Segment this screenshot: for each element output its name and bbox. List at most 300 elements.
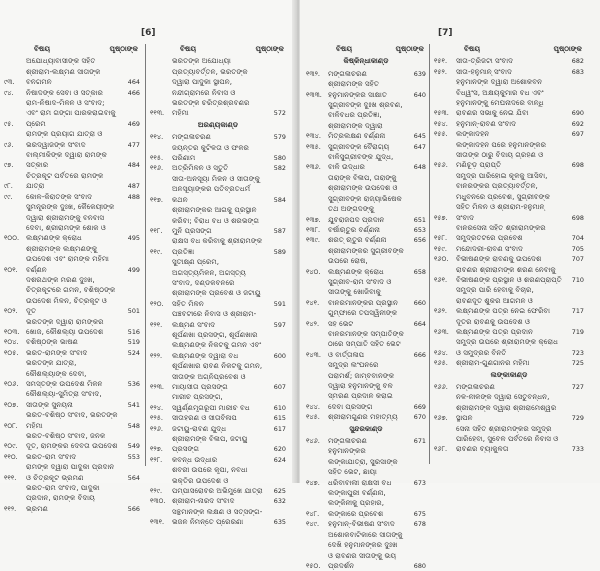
entry-title: ରାମଙ୍କ ପ୍ରୟାଗ ଯାତ୍ରା ଓ ଭରଦ୍ୱାଜଙ୍କ ସଂବାଦ xyxy=(26,129,103,149)
toc-entry xyxy=(150,163,286,173)
entry-title: ମଙ୍ଗଳାଚରଣ xyxy=(328,68,367,78)
entry-number: ୧୬୫. xyxy=(434,359,448,368)
entry-number: ୧୦୮. xyxy=(4,421,18,430)
entry-title: ଲଙ୍କାଦହନ ପରେ ହନୁମାନଙ୍କର ସୀତାଙ୍କ ଠାରୁ ବିଦାୟ ଗ୍ରହଣ ଓ ମଣିଚୂଡ଼ ପ୍ରାପ୍ତି xyxy=(456,139,547,170)
entry-page: 587 xyxy=(273,226,286,235)
entry-number: ୯୮. xyxy=(4,182,13,191)
entry-title: ତାରାଙ୍କ ବିଳାପ, ତାରାଙ୍କୁ ଶ୍ରୀରାମଙ୍କ ଉପଦେଶ ଓ ସୁଗ୍ରୀବଙ୍କ ରାଜ୍ୟାଭିଷେକ ତଥ ଅଙ୍ଗଦଙ୍କୁ ଯୁବରାଜପଦ ପ୍ରଦାନ xyxy=(328,172,402,224)
toc-entry xyxy=(434,254,584,264)
page-number: [6] xyxy=(141,28,156,38)
toc-entry xyxy=(306,412,426,422)
entry-title: ସୁଗ୍ରୀବଙ୍କ ବୈରାଗ୍ୟ xyxy=(328,141,390,151)
entry-number: ୧୧୯. xyxy=(150,247,163,256)
entry-title: ଶ୍ରୀରାମଙ୍କର ସୁଗ୍ରୀବଙ୍କ ଉପରେ ରୋଷ, ଲକ୍ଷ୍ମଣଙ୍କ କ୍ରୋଧ xyxy=(328,245,404,276)
toc-entry xyxy=(150,413,286,423)
column-header xyxy=(150,44,286,54)
entry-number: ୧୨୬. xyxy=(150,424,163,433)
entry-page: 610 xyxy=(273,403,286,412)
entry-number: ୧୩୧. xyxy=(150,518,165,527)
section-heading: କିଷ୍କିନ୍ଧାକାଣ୍ଡ xyxy=(343,56,389,66)
entry-page: 698 xyxy=(571,161,584,170)
entry-number: ୧୪୨. xyxy=(306,319,320,328)
entry-page: 589 xyxy=(273,247,286,256)
toc-entry xyxy=(434,285,584,316)
entry-title: ନିଷାଦଙ୍କ ସେବା ଓ ସତ୍କାର xyxy=(26,87,103,97)
entry-title: ରାମଙ୍କ ଦ୍ୱାରା ପାଦୁକା ପ୍ରଦାନ ଓ ଚିତ୍ରକୂଟ ଭ୍ରମଣ xyxy=(26,462,115,482)
entry-page: 733 xyxy=(571,445,584,454)
toc-entry xyxy=(306,519,426,529)
entry-number: ୧୫୭. xyxy=(434,213,448,222)
toc-entry xyxy=(4,389,140,410)
toc-entry xyxy=(434,317,584,338)
entry-page: 549 xyxy=(127,442,140,451)
entry-number: ୧୬୧. xyxy=(434,275,448,284)
entry-page: 640 xyxy=(413,90,426,99)
header-subject: ବିଷୟ xyxy=(336,44,353,53)
entry-title: ଶ୍ରୀରାମଙ୍କ ବିଳାପ, ଜଟାୟୁ ପ୍ରସଙ୍ଗ xyxy=(172,434,248,454)
entry-number: ୧୩୮. xyxy=(306,225,321,234)
entry-page: 582 xyxy=(273,164,286,173)
entry-title: ମଙ୍ଗଳାଚରଣ xyxy=(172,132,211,142)
entry-page: 683 xyxy=(571,67,584,76)
entry-number: ୧୦୦. xyxy=(4,234,20,243)
entry-title: ହନୁମାନଙ୍କର ଲଙ୍କାଯାତ୍ରା, ସୁରସାଙ୍କ ସହିତ ଭେଟ, ଛାୟା ଧରିବାବାଲୀ ରାକ୍ଷସୀ ବଧ xyxy=(328,446,398,487)
entry-title: ସୀତା-ଅନସୂୟା ମିଳନ ଓ ସୀତାଙ୍କୁ ଅନସୂୟାଙ୍କର ପତିବ୍ରତଧର୍ମ କଥନ xyxy=(172,173,260,204)
toc-entry xyxy=(434,56,584,66)
entry-number: ୧୩୪. xyxy=(306,132,321,141)
entry-page: 678 xyxy=(413,520,426,529)
entry-title: ଶ୍ରୀରାମ-ନାରଦ ସଂବାଦ xyxy=(172,496,235,506)
entry-page: 564 xyxy=(127,473,140,482)
section-heading: ଲଙ୍କାକାଣ୍ଡ xyxy=(490,369,528,379)
entry-title: ଭରତ-ବଶିଷ୍ଠ ସଂବାଦ, ଭରତଙ୍କ ମହିମା xyxy=(26,410,118,430)
toc-entry xyxy=(306,436,426,446)
entry-page: 723 xyxy=(571,348,584,357)
toc-entry xyxy=(306,246,426,277)
toc-entry xyxy=(150,507,286,528)
entry-number: ୧୫୧. xyxy=(434,57,448,66)
entry-number: ୧୨୧. xyxy=(150,320,163,329)
entry-number: ୧୬୮. xyxy=(434,445,448,454)
toc-entry xyxy=(434,77,584,119)
entry-number: ୧୫୪. xyxy=(434,119,448,128)
entry-title: ଭରତଙ୍କ ଦ୍ୱାରା ରାମଙ୍କର ଖୋଜ, କୌଶଲ୍ୟା ଉପଦେଶ xyxy=(26,316,104,336)
toc-entry xyxy=(4,431,140,452)
entry-title: ଜଟାୟୁ-ରାବଣ ଯୁଦ୍ଧ xyxy=(172,423,227,433)
entry-page: 519 xyxy=(127,338,140,347)
entry-page: 484 xyxy=(127,161,140,170)
entry-number: ୧୦୭. xyxy=(4,400,19,409)
entry-number: ୧୩୯. xyxy=(306,236,320,245)
entry-page: 729 xyxy=(571,414,584,423)
toc-entry xyxy=(306,225,426,235)
entry-title: ଲଙ୍କାଦହନ xyxy=(456,129,490,139)
entry-number: ୧୪୭. xyxy=(306,478,320,487)
entry-number: ୧୦୫. xyxy=(4,348,19,357)
entry-number: ୧୫୨. xyxy=(434,67,447,76)
entry-number: ୧୧୪. xyxy=(150,133,164,142)
header-page: ପୃଷ୍ଠାଙ୍କ xyxy=(553,44,582,53)
toc-entry xyxy=(150,174,286,205)
header-page: ପୃଷ୍ଠାଙ୍କ xyxy=(395,44,424,53)
entry-page: 697 xyxy=(571,130,584,139)
entry-page: 664 xyxy=(413,319,426,328)
toc-entry xyxy=(4,192,140,202)
entry-title: ନଳ-ନୀଳଙ୍କ ଦ୍ୱାରା ସେତୁବନ୍ଧନ, ଶ୍ରୀରାମଙ୍କ ଦ୍ୱାରା ଶ୍ରୀରାମେଶ୍ୱର ସ୍ଥାପନ xyxy=(456,392,557,423)
toc-entry xyxy=(306,235,426,245)
entry-title: ସମୁଦ୍ର ପାରିହୋଇ କୂଳକୁ ଆସିବା, ବାନରଙ୍କର ପ୍ରତ୍ୟାବର୍ତ୍ତନ, ମଧୁବନରେ ପ୍ରବେଶ, ସୁଗ୍ରୀବଙ୍କ ସହିତ ମିଳନ ଓ ଶ୍ରୀରାମ-ହନୁମାନ୍ ସଂବାଦ xyxy=(456,170,551,222)
entry-number: ୧୪୬. xyxy=(306,437,320,446)
toc-entry xyxy=(4,244,140,275)
entry-number: ୧୬୨. xyxy=(434,307,447,316)
entry-page: 635 xyxy=(273,518,286,527)
entry-page: 717 xyxy=(571,307,584,316)
toc-entry xyxy=(306,152,426,173)
toc-column-2 xyxy=(434,44,584,455)
toc-entry xyxy=(4,462,140,483)
toc-entry xyxy=(4,358,140,389)
toc-entry xyxy=(306,277,426,308)
entry-page: 516 xyxy=(127,327,140,336)
entry-page: 651 xyxy=(413,215,426,224)
entry-page: 591 xyxy=(273,299,286,308)
entry-title: ଶରତ୍ ଋତୁର ବର୍ଣ୍ଣନା xyxy=(328,235,387,245)
entry-title: ହନୁମାନ୍-ରାବଣ ସଂବାଦ xyxy=(456,118,517,128)
entry-page: 647 xyxy=(413,142,426,151)
toc-entry xyxy=(434,424,584,455)
entry-title: ଭରତ-ବଶିଷ୍ଠ ସଂବାଦ, ଜନକ ଦୂତ, ରାମଙ୍କର ଦେବତା ଉପଦେଶ xyxy=(26,431,118,451)
entry-number: ୯୩. xyxy=(4,78,15,87)
toc-entry xyxy=(4,275,140,317)
entry-number: ୧୧୫. xyxy=(150,154,164,163)
toc-entry xyxy=(150,132,286,142)
entry-page: 682 xyxy=(571,57,584,66)
section-heading: ସୁନ୍ଦରକାଣ୍ଡ xyxy=(349,423,383,433)
toc-entry xyxy=(434,140,584,171)
entry-number: ୧୬୩. xyxy=(434,327,449,336)
entry-title: ବାଲ୍ମୀକିଙ୍କ ଦ୍ୱାରା ରାମଙ୍କ ସତ୍କାର xyxy=(26,150,107,170)
entry-title: ସମୁଦ୍ର ପାରି ହେବାକୁ ବିଚାର, ରାବଣଦୂତ ଶୁକର ଆଗମନ ଓ ଲକ୍ଷ୍ମଣଙ୍କ ପତ୍ର ନେଇ ଫେରିବା xyxy=(456,285,550,316)
entry-number: ୧୬୪. xyxy=(434,348,448,357)
toc-entry xyxy=(306,100,426,142)
entry-number: ୧୨୦. xyxy=(150,299,164,308)
entry-page: 477 xyxy=(127,140,140,149)
entry-number: ୧୧୭. xyxy=(150,195,164,204)
header-subject: ବିଷୟ xyxy=(464,44,481,53)
entry-number: ୧୦୧. xyxy=(4,265,18,274)
left-page xyxy=(0,0,296,527)
column-header xyxy=(4,44,140,54)
toc-entry xyxy=(434,244,584,254)
entry-number: ୧୪୧. xyxy=(306,298,320,307)
header-page: ପୃଷ୍ଠାଙ୍କ xyxy=(109,44,138,53)
entry-page: 466 xyxy=(127,88,140,97)
entry-number: ୧୧୦. xyxy=(4,452,18,461)
entry-page: 704 xyxy=(571,234,584,243)
toc-entry xyxy=(434,382,584,392)
entry-page: 624 xyxy=(273,455,286,464)
entry-number: ୧୨୯. xyxy=(150,487,163,496)
entry-page: 645 xyxy=(413,132,426,141)
entry-number: ୯୫. xyxy=(4,119,14,128)
entry-title: ଭରତ-ରାମ ସଂବାଦ xyxy=(26,451,77,461)
entry-page: 660 xyxy=(413,298,426,307)
entry-page: 671 xyxy=(413,437,426,446)
toc-column-1 xyxy=(4,44,140,514)
entry-page: 620 xyxy=(273,445,286,454)
toc-entry xyxy=(4,452,140,462)
entry-number: ୧୬୭. xyxy=(434,414,448,423)
entry-title: ବାନରମାନଙ୍କ ସମ୍ପାତିଙ୍କ ଠାରେ ସମ୍ପାତି ସହିତ ଭେଟ ଓ ବାର୍ତ୍ତାଳାପ xyxy=(328,328,404,359)
toc-entry xyxy=(4,88,140,98)
entry-page: 710 xyxy=(571,275,584,284)
column-header xyxy=(306,44,426,54)
entry-page: 501 xyxy=(127,307,140,316)
toc-entry xyxy=(150,392,286,413)
entry-number: ୧୦୯. xyxy=(4,442,18,451)
entry-title: ମାରୀଚ ପ୍ରସଙ୍ଗ, ସ୍ୱର୍ଣ୍ଣମୃଗରୂପୀ ମାରୀଚ ବଧ xyxy=(172,392,250,412)
entry-page: 617 xyxy=(273,424,286,433)
entry-title: ଦୂତର ରାବଣକୁ ଉପଦେଶ ଓ ଲକ୍ଷ୍ମଣଙ୍କ ପତ୍ର ପ୍ରଦାନ xyxy=(456,316,534,336)
toc-entry xyxy=(306,308,426,329)
toc-entry xyxy=(434,265,584,286)
entry-title: କବନ୍ଧ ଉଦ୍ଧାର xyxy=(172,454,218,464)
toc-entry xyxy=(306,329,426,360)
entry-page: 488 xyxy=(127,192,140,201)
toc-entry xyxy=(150,143,286,164)
entry-title: ମଙ୍ଗଳାଚରଣ xyxy=(456,382,495,391)
entry-page: 541 xyxy=(127,400,140,409)
toc-entry xyxy=(434,223,584,244)
entry-page: 707 xyxy=(571,255,584,264)
entry-page: 666 xyxy=(413,350,426,359)
entry-number: ୧୪୦. xyxy=(306,267,321,276)
entry-number: ୧୧୩. xyxy=(150,109,165,118)
entry-title: ରାବଣର ଶ୍ରୀରାମଙ୍କ ଶରଣ ନେବାକୁ ବିଭୀଷଣଙ୍କ ପ୍ରସ୍ଥାନ ଓ ଶରଣପ୍ରାପ୍ତି xyxy=(456,264,562,284)
entry-number: ୯୬. xyxy=(4,140,14,149)
toc-entry xyxy=(4,129,140,150)
toc-entry xyxy=(4,56,140,87)
column-header xyxy=(434,44,584,54)
toc-entry xyxy=(306,142,426,152)
entry-page: 639 xyxy=(413,69,426,78)
entry-title: ଜୟନ୍ତର କୁଟିଳତା ଓ ଫଳର ପରିଣାମ xyxy=(172,142,249,163)
entry-page: 719 xyxy=(571,327,584,336)
entry-number: ୧୫୮. xyxy=(434,234,448,243)
entry-number: ୧୫୩. xyxy=(434,109,449,118)
entry-page: 464 xyxy=(127,78,140,87)
entry-title: ଶ୍ରୀରାମଗୁଣର ମହାତ୍ମ୍ୟ xyxy=(328,412,398,422)
entry-number: ୧୩୩. xyxy=(306,90,322,99)
toc-entry xyxy=(4,171,140,192)
entry-number: ୧୩୨. xyxy=(306,69,320,78)
entry-title: ସୀତାହରଣ ଓ ସୀତାବିଳାପ xyxy=(172,413,237,423)
toc-entry xyxy=(4,348,140,358)
column-divider xyxy=(145,44,146,466)
entry-title: ବଶିଷ୍ଠଙ୍କ ଭାଷଣ xyxy=(26,337,78,347)
header-subject: ବିଷୟ xyxy=(180,44,197,53)
entry-title: ପଞ୍ଚବଟୀରେ ନିବାସ ଓ ଶ୍ରୀରାମ-ଲକ୍ଷ୍ମଣ ସଂବାଦ xyxy=(172,309,257,329)
entry-title: ଭରତଙ୍କ ଯାତ୍ରା, କୌଶଲ୍ୟାଙ୍କ ଦେବୀ, ସମସ୍ତଙ୍କ ଉପଦେଶ ମିଳନ xyxy=(26,358,103,388)
toc-entry xyxy=(434,358,584,368)
toc-entry xyxy=(306,173,426,225)
toc-entry xyxy=(306,360,426,412)
entry-title: ସୁଗ୍ରୀବ-ରାମ ସଂବାଦ ଓ ସୀତାଙ୍କୁ ଖୋଜିବାକୁ ବାନରମାନଙ୍କର ପ୍ରସ୍ଥାନ xyxy=(328,276,398,307)
toc-entry xyxy=(434,337,584,358)
entry-number: ୧୬୦. xyxy=(434,255,449,264)
toc-column-2 xyxy=(150,44,286,528)
entry-number: ୯୯. xyxy=(4,192,13,201)
entry-title: ଭରତ-ରାମ ସଂବାଦ, ପାଦୁକା ପ୍ରଦାନ, ରାମଙ୍କ ବିଦାୟ ଭ୍ରମଣ xyxy=(26,483,100,513)
toc-entry xyxy=(306,446,426,488)
toc-entry xyxy=(150,236,286,257)
entry-title: ବାଳିସୁଗ୍ରୀବଙ୍କ ଯୁଦ୍ଧ, ବାଳି ଉଦ୍ଧାର xyxy=(328,152,394,172)
entry-title: ରାମ-ନିଷାଦ-ମିଳନ ଓ ସଂବାଦ; ଏବଂ ରାମ ଗଙ୍ଗା ପାରକରାଇବାକୁ ପ୍ରେମ xyxy=(26,98,116,128)
entry-title: ଲଙ୍କାପୁରୀ ବର୍ଣ୍ଣନା, ଲଙ୍କିନୀକୁ ପ୍ରହାର, ଲଙ୍କାରେ ପ୍ରବେଶ xyxy=(328,488,386,518)
entry-number: ୯୪. xyxy=(4,88,14,97)
entry-title: ଶୂର୍ପଣଖାର ରାବଣ ନିକଟକୁ ଗମନ, ସୀତାଙ୍କ ଅଗ୍ନିପ୍ରବେଶ ଓ ମାୟାସୀତା ପ୍ରସଙ୍ଗ xyxy=(172,361,263,391)
entry-title: ଅଯୋଧ୍ୟାବାସୀଙ୍କ ସହିତ ଶ୍ରୀରାମ-ଲକ୍ଷ୍ମଣ ସୀତାଙ୍କ ବନଗମନ xyxy=(26,56,101,87)
entry-title: ଶ୍ରୀରାମଙ୍କର ଆଗକୁ ପ୍ରସ୍ଥାନ କରିବା; ବିରାଧ ବଧ ଓ ଶରଭଙ୍ଗ ମୁନି ପ୍ରସଙ୍ଗ xyxy=(172,205,259,235)
entry-page: 658 xyxy=(413,267,426,276)
entry-number: ୧୦୪. xyxy=(4,338,19,347)
entry-page: 524 xyxy=(127,348,140,357)
entry-number: ୧୫୬. xyxy=(434,161,448,170)
entry-title: ଗୁମ୍ଫାରେ ତପସ୍ୱିନୀଙ୍କ ସହ ଭେଟ xyxy=(328,308,398,328)
entry-page: 469 xyxy=(127,119,140,128)
entry-title: ହନୁମାନଙ୍କ ଦ୍ୱାରା ଅଶୋକବନ ବିଧ୍ୱଂସ, ଅକ୍ଷୟକୁମାର ବଧ ଏବଂ ହନୁମାନଙ୍କୁ ମେଘନାଦରେ ବାନ୍ଧି ରାବଣର ସଭାକୁ ନେଇ ଯିବା xyxy=(456,77,544,118)
entry-number: ୧୩୫. xyxy=(306,142,321,151)
entry-title: ମନ୍ଦୋଦରୀ-ରାବଣ ସଂବାଦ xyxy=(456,243,523,253)
entry-page: 632 xyxy=(273,497,286,506)
entry-number: ୧୪୮. xyxy=(306,509,320,518)
header-subject: ବିଷୟ xyxy=(34,44,51,53)
right-page xyxy=(300,0,600,570)
toc-entry xyxy=(434,129,584,139)
header-page: ପୃଷ୍ଠାଙ୍କ xyxy=(255,44,284,53)
entry-page: 727 xyxy=(571,383,584,391)
entry-title: ଭରତ-ରାମଙ୍କ ସଂବାଦ xyxy=(26,347,88,357)
entry-page: 653 xyxy=(413,225,426,234)
entry-page: 600 xyxy=(273,351,286,360)
toc-entry xyxy=(150,455,286,465)
toc-entry xyxy=(434,67,584,77)
entry-number: ୧୩୬. xyxy=(306,163,321,172)
entry-title: ସନ୍ଥମାନଙ୍କ ଲକ୍ଷଣ ଓ ସତ୍ସଙ୍ଗ-ଭଜନ ନିମନ୍ତେ ପ୍ରେରଣା xyxy=(172,506,263,527)
entry-page: 625 xyxy=(273,487,286,496)
entry-number: ୧୩୭. xyxy=(306,215,321,224)
toc-entry xyxy=(306,530,426,571)
entry-page: 698 xyxy=(571,213,584,222)
entry-page: 705 xyxy=(571,244,584,253)
entry-page: 487 xyxy=(127,182,140,191)
entry-page: 673 xyxy=(413,478,426,487)
section-heading: ଅରଣ୍ୟକାଣ୍ଡ xyxy=(197,119,239,129)
toc-entry xyxy=(4,98,140,129)
entry-page: 725 xyxy=(571,359,584,368)
entry-page: 670 xyxy=(413,413,426,422)
entry-title: ସମୁଦ୍ର ଉପରେ ଶ୍ରୀରାମଙ୍କ କ୍ରୋଧ ଓ ସମୁଦ୍ରର ବିନତି xyxy=(456,337,558,357)
entry-number: ୧୦୩. xyxy=(4,327,20,336)
entry-page: 656 xyxy=(413,236,426,245)
entry-number: ୧୫୦. xyxy=(306,561,321,570)
entry-page: 690 xyxy=(571,109,584,118)
entry-title: ସମୁଦ୍ର ଲଂଘନରେ ପରାମର୍ଶ; ଜାମ୍ବବାନଙ୍କ ଦ୍ୱାରା ହନୁମାନଙ୍କୁ ବଳ ସ୍ମରଣ ପ୍ରଦାନ କରାଇ ଦେବା ପ୍ରସଙ୍ଗ xyxy=(328,360,395,411)
toc-entry xyxy=(306,69,426,79)
entry-number: ୧୨୩. xyxy=(150,383,164,391)
entry-page: 548 xyxy=(127,421,140,430)
entry-page: 584 xyxy=(273,195,286,204)
entry-number: ୧୦୨. xyxy=(4,307,18,316)
entry-number: ୧୬୬. xyxy=(434,383,448,391)
entry-title: କୌଶଲ୍ୟା-ସୁମିତ୍ରା ସଂବାଦ, ସୀତାଙ୍କ ସୁନୟନା xyxy=(26,389,102,409)
toc-entry xyxy=(150,257,286,309)
entry-title: ଦଶରଥଙ୍କ ମରଣ ଦୁଃଖ, ଚିତ୍ରକୂଟରେ ଗମନ, ବଶିଷ୍ଠଙ୍କ ଉପଦେଶ ମିଳନ, ଚିତ୍ରକୂଟ ଓ ଦୂତ xyxy=(26,274,116,316)
entry-number: ୧୧୮. xyxy=(150,226,163,235)
entry-page: 648 xyxy=(413,163,426,172)
toc-entry xyxy=(4,337,140,347)
entry-number: ୧୨୭. xyxy=(150,445,163,454)
entry-title: କୋଳ-କିରାତଙ୍କ ସଂବାଦ xyxy=(26,191,93,201)
entry-title: ଶବରୀ ଉପରେ କୃପା, ନବଧା ଭକ୍ତିର ଉପଦେଶ ଓ ପମ୍ପାସରୋବର ଅଭିମୁଖେ ଯାତ୍ରା xyxy=(172,465,263,496)
entry-title: ସୁମନ୍ତ୍ରଙ୍କ ଦୁଃଖ, କୈକେୟୀଙ୍କ ଦ୍ୱାରା ଶ୍ରୀରାମଙ୍କୁ ବନବାସ ଦେବା, ଶ୍ରୀରାମଙ୍କ ଶୋକ ଓ ଲକ୍ଷ୍ମଣଙ୍କ କ୍ରୋଧ xyxy=(26,202,115,243)
entry-number: ୧୪୫. xyxy=(306,413,320,422)
entry-title: ସୀତା-ତ୍ରିଜଟା ସଂବାଦ xyxy=(456,56,514,66)
page-number: [7] xyxy=(438,28,453,38)
entry-title: ଅଶୋକବାଟିକାରେ ସୀତାଙ୍କୁ ଦେଖି ହନୁମାନଙ୍କର ଦୁଃଖ ଓ ରାବଣର ସୀତାଙ୍କୁ ଭୟ ପ୍ରଦର୍ଶନ xyxy=(328,529,403,570)
entry-page: 536 xyxy=(127,380,140,388)
toc-entry xyxy=(4,150,140,171)
entry-title: ସୁଗ୍ରୀବଙ୍କ ଦୁଃଖ ଶ୍ରବଣ, ବାଳିବଧର ପ୍ରତିଜ୍ଞା, ଶ୍ରୀରାମଙ୍କ ଦ୍ୱାରା ମିତ୍ରଲକ୍ଷଣ ବର୍ଣ୍ଣନା xyxy=(328,100,403,141)
toc-entry xyxy=(150,361,286,392)
entry-number: ୯୭. xyxy=(4,161,14,170)
toc-column-1 xyxy=(306,44,426,571)
entry-number: ୧୨୫. xyxy=(150,414,163,423)
entry-number: ୧୪୯. xyxy=(306,520,320,529)
entry-number: ୧୨୨. xyxy=(150,351,163,360)
toc-entry xyxy=(150,496,286,506)
entry-page: 669 xyxy=(413,402,426,411)
entry-page: 495 xyxy=(127,234,140,243)
entry-title: ରାକ୍ଷସ ବଧ କରିବାକୁ ଶ୍ରୀରାମଙ୍କ ପ୍ରତିଜ୍ଞା xyxy=(172,236,263,256)
toc-entry xyxy=(150,330,286,361)
entry-page: 607 xyxy=(273,383,286,391)
entry-page: 615 xyxy=(273,414,286,423)
entry-title: ବିଭୀଷଣଙ୍କ ରାବଣକୁ ଉପଦେଶ xyxy=(456,254,542,264)
toc-entry xyxy=(150,56,286,118)
entry-page: 597 xyxy=(273,320,286,329)
column-divider xyxy=(429,44,430,464)
toc-entry xyxy=(4,483,140,514)
entry-title: ହନୁମାନ୍-ବିଭୀଷଣ ସଂବାଦ xyxy=(328,519,395,529)
entry-title: ଭରତଙ୍କ ଅଯୋଧ୍ୟା ପ୍ରତ୍ୟାବର୍ତ୍ତନ, ଭରତଙ୍କ ଦ୍ୱାରା ପାଦୁକା ସ୍ଥାପନ, ନନ୍ଦୀଗ୍ରାମରେ ନିବାସ ଓ ଭରତଙ୍କ ଚରିତ୍ରଶ୍ରବଣର ମହିମା xyxy=(172,56,250,118)
entry-number: ୧୫୯. xyxy=(434,244,447,253)
entry-page: 499 xyxy=(127,265,140,274)
entry-number: ୧୧୧. xyxy=(4,473,17,482)
entry-title: ଶ୍ରୀରାମଙ୍କ ସହିତ ହନୁମାନଙ୍କର ସାକ୍ଷାତ xyxy=(328,79,388,99)
entry-title: ସୁତୀକ୍ଷ୍ଣ ପ୍ରେମ, ଅଗସ୍ତ୍ୟମିଳନ, ଅଗସ୍ତ୍ୟ ସଂବାଦ, ଦଣ୍ଡକବନରେ ଶ୍ରୀରାମଙ୍କ ପ୍ରବେଶ ଓ ଜଟାୟୁ ସହିତ ମିଳନ xyxy=(172,257,261,308)
entry-page: 553 xyxy=(127,452,140,461)
toc-entry xyxy=(434,171,584,223)
toc-entry xyxy=(434,392,584,423)
toc-entry xyxy=(306,79,426,100)
entry-title: ଶ୍ରୀରାମଙ୍କ ଲକ୍ଷ୍ମଣଙ୍କୁ ଉପଦେଶ ଏବଂ ରାମଙ୍କ ମହିମା ବର୍ଣ୍ଣନ xyxy=(26,243,109,274)
entry-title: ଶୂର୍ପଣଖା ପ୍ରସଙ୍ଗ, ଶୂର୍ପଣଖାର ଲକ୍ଷ୍ମଣଙ୍କ ନିକଟକୁ ଗମନ ଏବଂ ଲକ୍ଷ୍ମଣଙ୍କ ଦ୍ୱାରା ବଧ xyxy=(172,329,262,360)
entry-number: ୧୧୨. xyxy=(4,504,17,513)
toc-entry xyxy=(4,410,140,431)
entry-title: ମଙ୍ଗଳାଚରଣ xyxy=(328,436,367,446)
entry-title: ଶ୍ରୀରାମ-ଗୁଣଗାନର ମହିମା xyxy=(456,358,530,368)
